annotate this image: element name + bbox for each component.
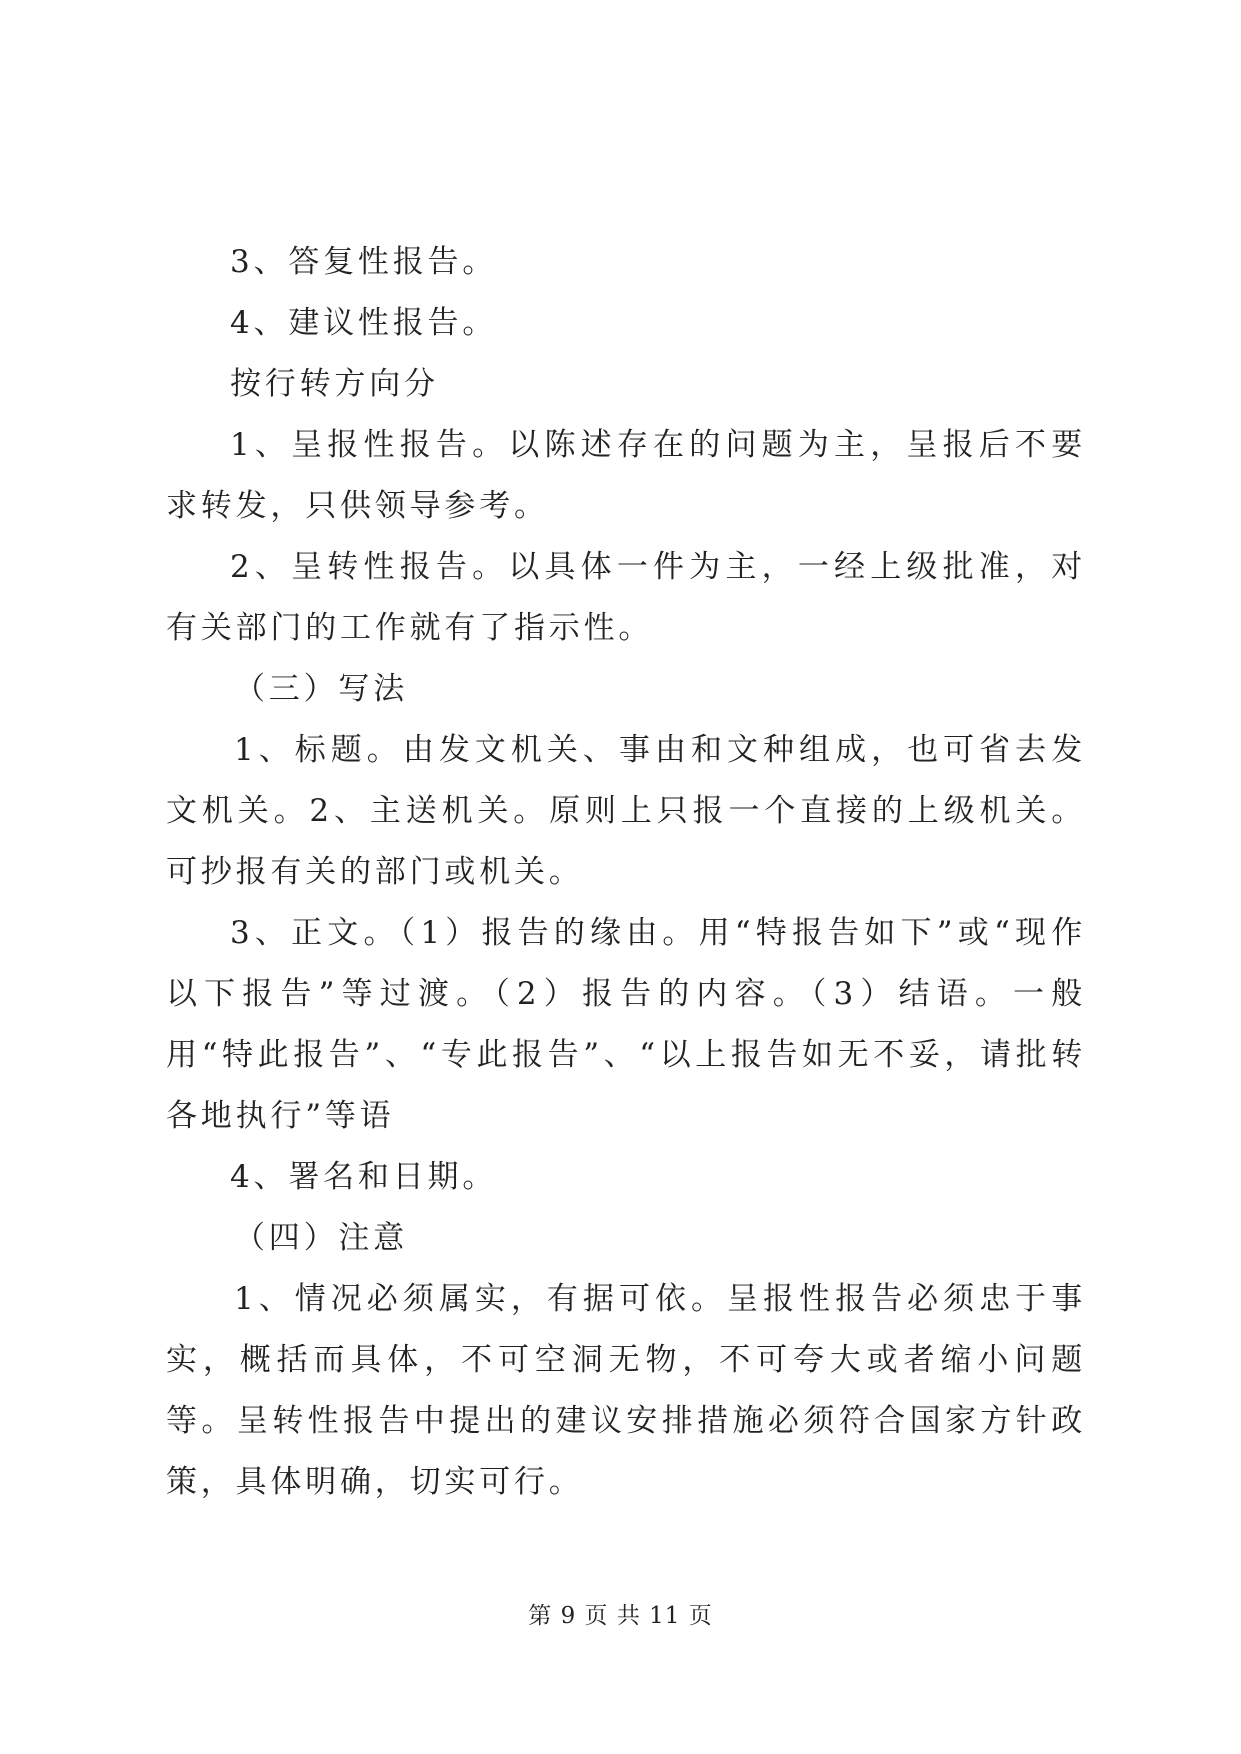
page-number-footer: 第 9 页 共 11 页 [528, 1603, 713, 1629]
paragraph-notes-detail: 1、情况必须属实，有据可依。呈报性报告必须忠于事实，概括而具体，不可空洞无物，不可夸大或者缩小问题等。呈转性报告中提出的建议安排措施必须符合国家方针政策，具体明确，切实可行。 [166, 1281, 1086, 1500]
paragraph-title-recipient: 1、标题。由发文机关、事由和文种组成，也可省去发文机关。2、主送机关。原则上只报一个直接的上级机关。可抄报有关的部门或机关。 [166, 732, 1086, 890]
document-body [166, 232, 1086, 1513]
paragraph-suggestion-report: 4、建议性报告。 [230, 305, 498, 341]
paragraph-forwarding-report: 2、呈转性报告。以具体一件为主，一经上级批准，对有关部门的工作就有了指示性。 [166, 549, 1086, 646]
section-heading-writing: （三）写法 [234, 671, 408, 707]
paragraph-direction-heading: 按行转方向分 [230, 366, 439, 402]
paragraph-signature-date: 4、署名和日期。 [230, 1159, 498, 1195]
section-heading-notes: （四）注意 [234, 1220, 408, 1256]
paragraph-main-text: 3、正文。（1）报告的缘由。用“特报告如下”或“现作以下报告”等过渡。（2）报告的内容。（3）结语。一般用“特此报告”、“专此报告”、“以上报告如无不妥，请批转各地执行”等语 [166, 915, 1086, 1134]
paragraph-submission-report: 1、呈报性报告。以陈述存在的问题为主，呈报后不要求转发，只供领导参考。 [166, 427, 1086, 524]
paragraph-answer-report: 3、答复性报告。 [230, 244, 498, 280]
